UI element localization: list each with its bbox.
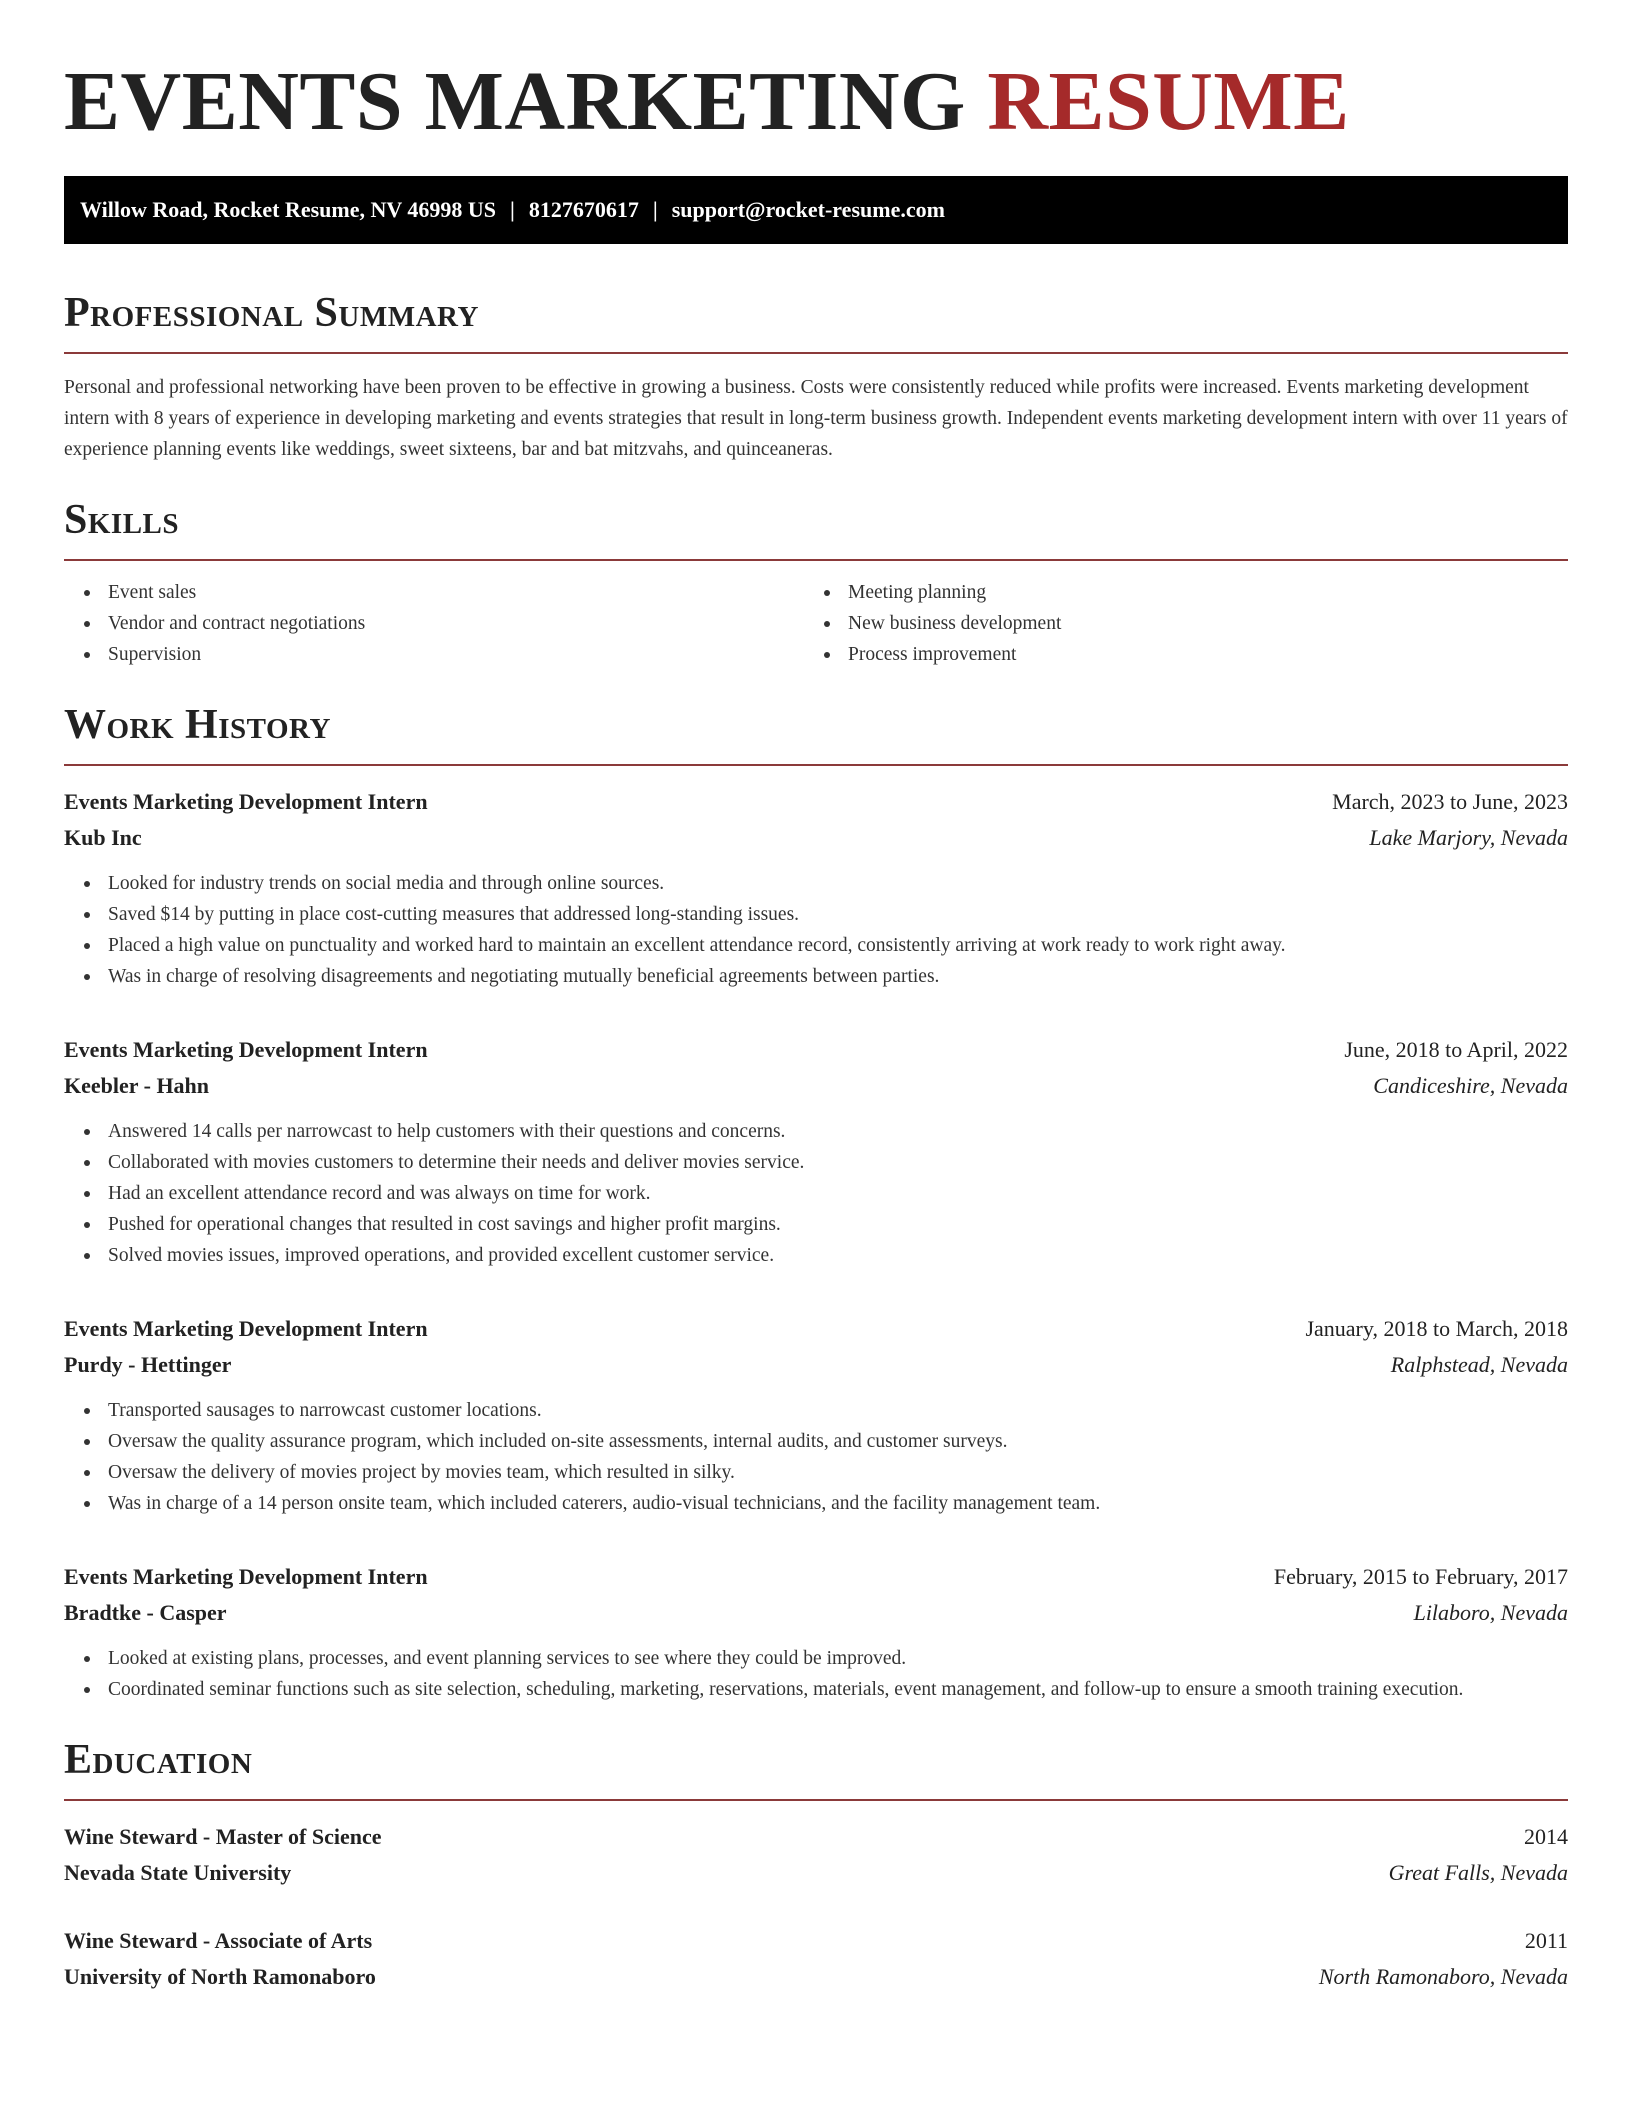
job-entry (64, 1032, 1568, 1271)
contact-phone: 8127670617 (528, 197, 639, 222)
job-company: Kub Inc (64, 825, 142, 850)
job-dates: March, 2023 to June, 2023 (1332, 789, 1568, 814)
job-bullets (64, 1116, 1568, 1271)
job-bullet: Was in charge of a 14 person onsite team, which included caterers, audio-visual technicians, and the facility management team. (64, 1488, 1568, 1519)
skills-heading: Skills (64, 497, 180, 543)
education-school: University of North Ramonaboro (64, 1964, 376, 1989)
job-entry (64, 784, 1568, 992)
summary-heading: Professional Summary (64, 290, 479, 336)
job-bullet: Placed a high value on punctuality and worked hard to maintain an excellent attendance record, consistently arriving at work ready to work right away. (64, 930, 1568, 961)
contact-bar (64, 176, 1568, 244)
education-section (64, 1735, 1568, 1995)
job-title: Events Marketing Development Intern (64, 789, 428, 814)
education-school: Nevada State University (64, 1860, 292, 1885)
job-dates: January, 2018 to March, 2018 (1305, 1316, 1568, 1341)
section-divider (64, 352, 1568, 354)
contact-email: support@rocket-resume.com (671, 197, 945, 222)
job-dates: June, 2018 to April, 2022 (1344, 1037, 1568, 1062)
title-main: EVENTS MARKETING (64, 55, 966, 148)
education-year: 2011 (1524, 1928, 1568, 1953)
job-entry (64, 1559, 1568, 1705)
skills-columns (64, 577, 1568, 670)
education-entry (64, 1923, 1568, 1995)
education-degree: Wine Steward - Associate of Arts (64, 1928, 373, 1953)
job-bullets (64, 868, 1568, 992)
section-divider (64, 1799, 1568, 1801)
job-bullet: Solved movies issues, improved operations, and provided excellent customer service. (64, 1240, 1568, 1271)
education-entry (64, 1819, 1568, 1891)
education-year: 2014 (1524, 1824, 1568, 1849)
skill-item: Vendor and contract negotiations (64, 608, 804, 639)
job-dates: February, 2015 to February, 2017 (1273, 1564, 1568, 1589)
job-bullet: Was in charge of resolving disagreements and negotiating mutually beneficial agreements between parties. (64, 961, 1568, 992)
job-bullet: Transported sausages to narrowcast customer locations. (64, 1395, 1568, 1426)
section-divider (64, 764, 1568, 766)
job-company: Purdy - Hettinger (64, 1352, 232, 1377)
contact-separator: | (509, 197, 515, 222)
job-location: Lake Marjory, Nevada (1369, 825, 1568, 850)
skill-item: Event sales (64, 577, 804, 608)
resume-title (64, 52, 1568, 152)
skill-item: Meeting planning (804, 577, 1544, 608)
summary-text: Personal and professional networking have been proven to be effective in growing a business. Costs were consistently reduced while profits were increased. Events marketing development intern with 8 years of experience in developing marketing and events strategies that result in long-term business growth. Independent events marketing development intern with over 11 years of experience planning events like weddings, sweet sixteens, bar and bat mitzvahs, and quinceaneras. (64, 377, 1568, 460)
education-location: Great Falls, Nevada (1388, 1860, 1568, 1885)
job-bullet: Looked for industry trends on social media and through online sources. (64, 868, 1568, 899)
job-title: Events Marketing Development Intern (64, 1037, 428, 1062)
job-bullet: Saved $14 by putting in place cost-cutting measures that addressed long-standing issues. (64, 899, 1568, 930)
job-bullet: Oversaw the quality assurance program, which included on-site assessments, internal audits, and customer surveys. (64, 1426, 1568, 1457)
skills-section (64, 495, 1568, 670)
job-title: Events Marketing Development Intern (64, 1564, 428, 1589)
section-divider (64, 559, 1568, 561)
job-location: Lilaboro, Nevada (1413, 1600, 1568, 1625)
skill-item: New business development (804, 608, 1544, 639)
job-bullet: Oversaw the delivery of movies project by movies team, which resulted in silky. (64, 1457, 1568, 1488)
skills-list-right (804, 577, 1544, 670)
job-title: Events Marketing Development Intern (64, 1316, 428, 1341)
skill-item: Process improvement (804, 639, 1544, 670)
work-section (64, 700, 1568, 1705)
job-bullet: Looked at existing plans, processes, and event planning services to see where they could be improved. (64, 1643, 1568, 1674)
job-location: Candiceshire, Nevada (1373, 1073, 1568, 1098)
job-company: Bradtke - Casper (64, 1600, 227, 1625)
title-accent: RESUME (987, 55, 1350, 148)
summary-section (64, 288, 1568, 465)
contact-address: Willow Road, Rocket Resume, NV 46998 US (80, 197, 496, 222)
skill-item: Supervision (64, 639, 804, 670)
job-location: Ralphstead, Nevada (1390, 1352, 1568, 1377)
contact-separator: | (652, 197, 658, 222)
education-heading: Education (64, 1737, 253, 1783)
job-bullet: Answered 14 calls per narrowcast to help customers with their questions and concerns. (64, 1116, 1568, 1147)
job-bullet: Pushed for operational changes that resulted in cost savings and higher profit margins. (64, 1209, 1568, 1240)
job-company: Keebler - Hahn (64, 1073, 210, 1098)
job-bullet: Had an excellent attendance record and was always on time for work. (64, 1178, 1568, 1209)
job-bullets (64, 1643, 1568, 1705)
job-bullet: Coordinated seminar functions such as site selection, scheduling, marketing, reservations, materials, event management, and follow-up to ensure a smooth training execution. (64, 1674, 1568, 1705)
job-bullets (64, 1395, 1568, 1519)
resume-page (64, 0, 1568, 1995)
job-bullet: Collaborated with movies customers to determine their needs and deliver movies service. (64, 1147, 1568, 1178)
education-location: North Ramonaboro, Nevada (1318, 1964, 1568, 1989)
work-heading: Work History (64, 702, 331, 748)
job-entry (64, 1311, 1568, 1519)
education-degree: Wine Steward - Master of Science (64, 1824, 382, 1849)
skills-list-left (64, 577, 804, 670)
